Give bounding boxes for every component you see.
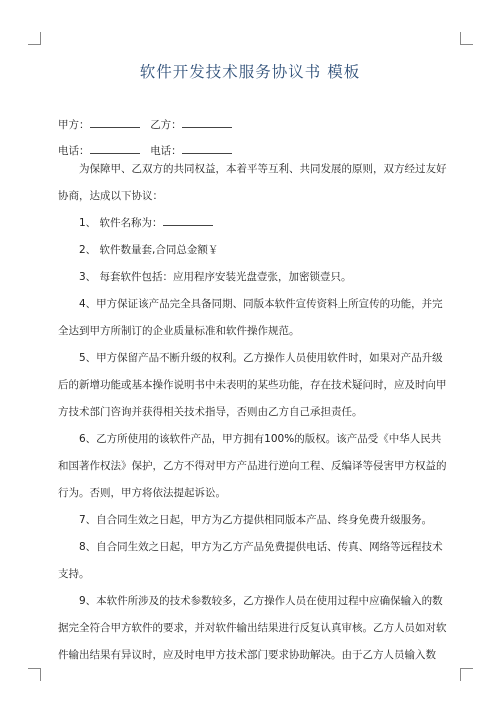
software-name-blank bbox=[163, 214, 213, 226]
crop-mark-top-right bbox=[460, 32, 473, 45]
crop-mark-top-left bbox=[28, 32, 41, 45]
intro-line: 为保障甲、乙双方的共同权益，本着平等互利、共同发展的原则，双方经过友好 bbox=[79, 163, 447, 175]
clause-3: 3、 每套软件包括：应用程序安装光盘壹张，加密锁壹只。 bbox=[79, 271, 352, 283]
clause-7: 7、自合同生效之日起，甲方为乙方提供相同版本产品、终身免费升级服务。 bbox=[79, 514, 433, 526]
clause-5-line: 方技术部门咨询并获得相关技术指导，否则由乙方自己承担责任。 bbox=[58, 406, 363, 418]
party-names-row bbox=[58, 116, 232, 132]
clause-9-line: 件输出结果有异议时，应及时电甲方技术部门要求协助解决。由于乙方人员输入数 bbox=[58, 649, 436, 661]
clause-5-line: 5、甲方保留产品不断升级的权利。乙方操作人员使用软件时，如果对产品升级 bbox=[79, 352, 443, 364]
clause-4-line: 全达到甲方所制订的企业质量标准和软件操作规范。 bbox=[58, 325, 300, 337]
clause-5-line: 后的新增功能或基本操作说明书中未表明的某些功能，存在技术疑问时，应及时向甲 bbox=[58, 379, 447, 391]
clause-2: 2、 软件数量套,合同总金额￥ bbox=[79, 244, 219, 256]
phone-b-label: 电话： bbox=[150, 145, 182, 157]
intro-paragraph bbox=[58, 156, 447, 210]
party-a-label: 甲方： bbox=[58, 119, 90, 131]
clause-9-line: 据完全符合甲方软件的要求，并对软件输出结果进行反复认真审核。乙方人员如对软 bbox=[58, 622, 447, 634]
document-title: 软件开发技术服务协议书 模板 bbox=[139, 63, 361, 81]
clause-1: 1、 软件名称为： bbox=[58, 210, 438, 237]
intro-line: 协商，达成以下协议： bbox=[58, 190, 163, 202]
clause-4-line: 4、甲方保证该产品完全具备同期、同版本软件宣传资料上所宣传的功能，并完 bbox=[79, 298, 443, 310]
phone-a-blank bbox=[90, 142, 140, 154]
clause-9-line: 9、本软件所涉及的技术参数较多，乙方操作人员在使用过程中应确保输入的数 bbox=[79, 595, 443, 607]
phone-b-blank bbox=[182, 142, 232, 154]
party-b-blank bbox=[182, 116, 232, 128]
clauses bbox=[58, 210, 447, 669]
crop-mark-bottom-right bbox=[460, 668, 473, 681]
crop-mark-bottom-left bbox=[28, 668, 41, 681]
phone-a-label: 电话： bbox=[58, 145, 90, 157]
clause-8-line: 8、自合同生效之日起，甲方为乙方产品免费提供电话、传真、网络等远程技术 bbox=[79, 541, 443, 553]
clause-6-line: 6、乙方所使用的该软件产品，甲方拥有100%的版权。该产品受《中华人民共 bbox=[79, 433, 442, 445]
party-b-label: 乙方： bbox=[150, 119, 182, 131]
party-a-blank bbox=[90, 116, 140, 128]
clause-8-line: 支持。 bbox=[58, 568, 90, 580]
clause-6-line: 行为。否则，甲方将依法提起诉讼。 bbox=[58, 487, 226, 499]
clause-6-line: 和国著作权法》保护，乙方不得对甲方产品进行逆向工程、反编译等侵害甲方权益的 bbox=[58, 460, 447, 472]
